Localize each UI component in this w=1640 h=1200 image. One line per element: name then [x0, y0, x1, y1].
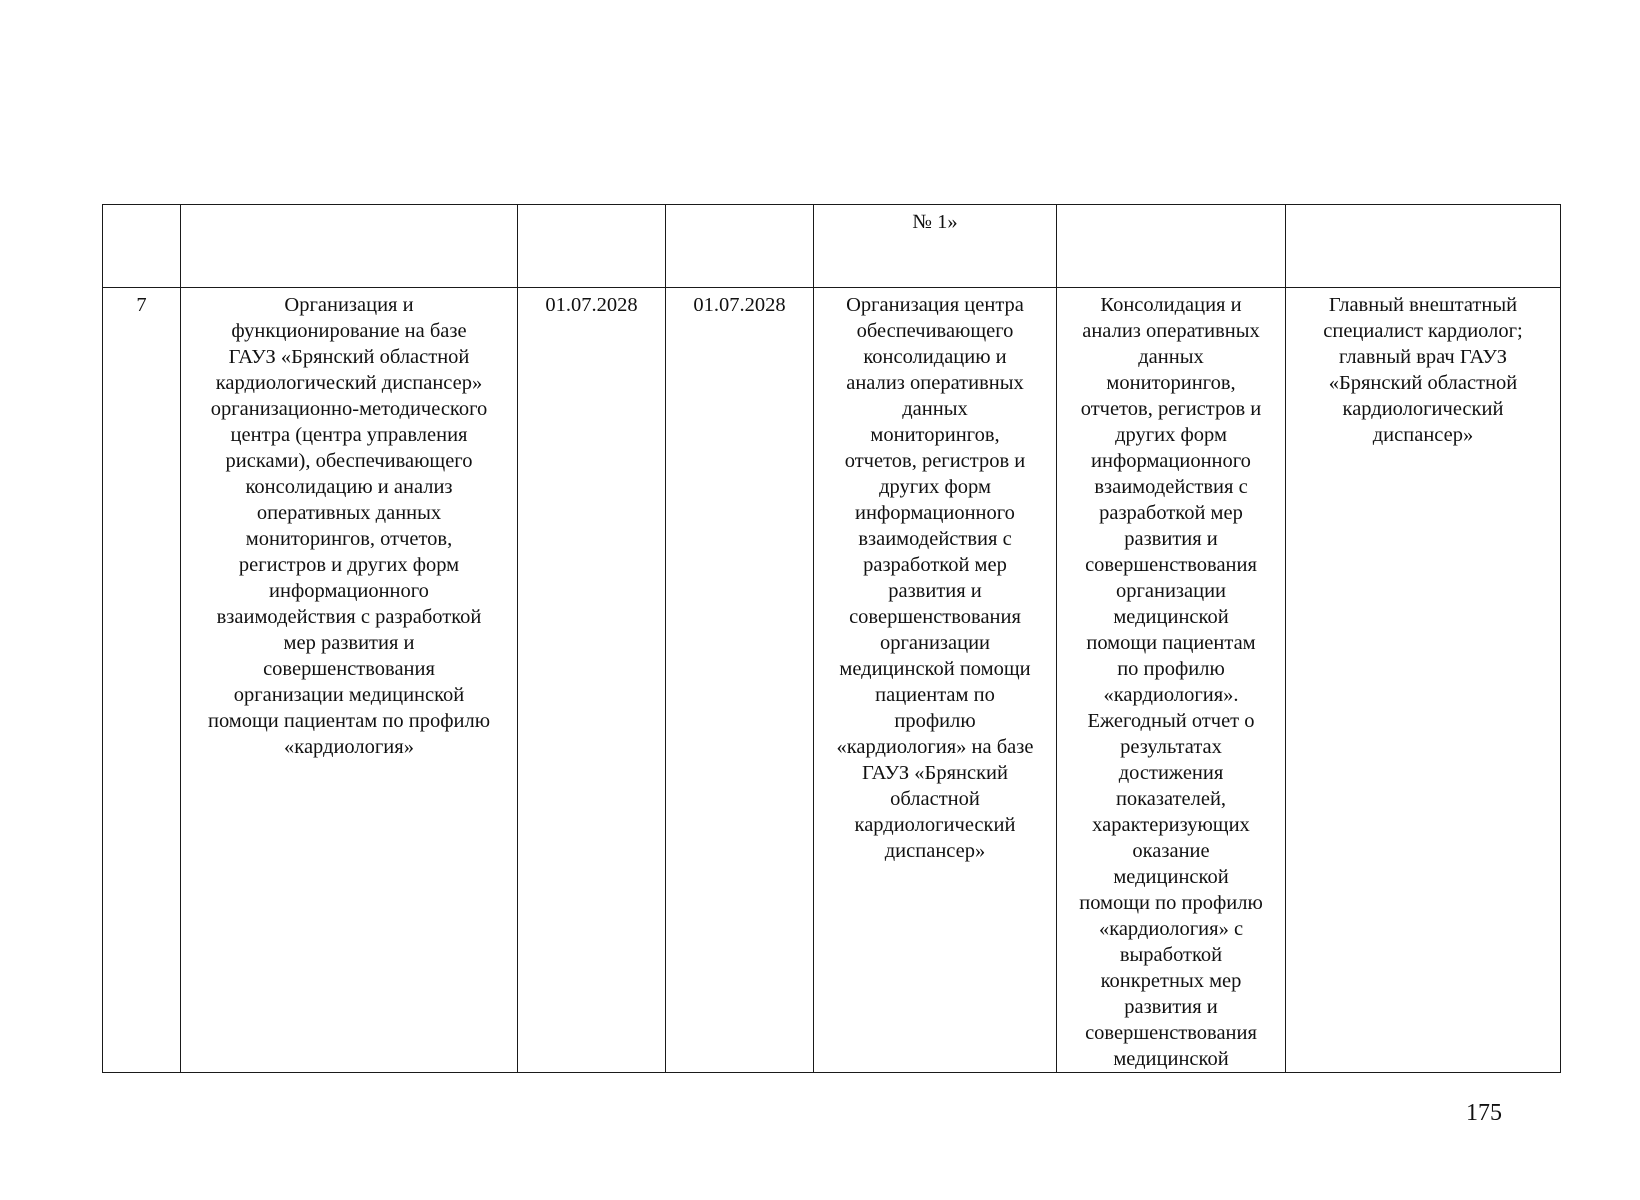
cell-event-name: Организация и функционирование на базе ГАУЗ «Брянский областной кардиологический диспансер» организационно-методического центра (центра управления рисками), обеспечивающего консолидацию и анализ оперативных данных мониторингов, отчетов, регистров и других форм информационного взаимодействия с разработкой мер развития и совершенствования организации медицинской помощи пациентам по профилю «кардиология» — [181, 288, 518, 1073]
page-number: 175 — [1466, 1100, 1502, 1126]
cell-number: 7 — [103, 288, 181, 1073]
table-row-continuation — [103, 205, 1561, 288]
cell-end-date — [666, 205, 814, 288]
cell-start-date: 01.07.2028 — [518, 288, 666, 1073]
cell-responsible: Главный внештатный специалист кардиолог; главный врач ГАУЗ «Брянский областной кардиологический диспансер» — [1286, 288, 1561, 1073]
table-row-7 — [103, 288, 1561, 1073]
cell-responsible — [1286, 205, 1561, 288]
cell-start-date — [518, 205, 666, 288]
plan-table — [102, 204, 1561, 1073]
cell-result: № 1» — [814, 205, 1057, 288]
cell-control-indicator — [1057, 205, 1286, 288]
cell-control-indicator: Консолидация и анализ оперативных данных мониторингов, отчетов, регистров и других форм информационного взаимодействия с разработкой мер развития и совершенствования организации медицинской помощи пациентам по профилю «кардиология». Ежегодный отчет о результатах достижения показателей, характеризующих оказание медицинской помощи по профилю «кардиология» с выработкой конкретных мер развития и совершенствования медицинской — [1057, 288, 1286, 1073]
cell-result: Организация центра обеспечивающего консолидацию и анализ оперативных данных мониторингов, отчетов, регистров и других форм информационного взаимодействия с разработкой мер развития и совершенствования организации медицинской помощи пациентам по профилю «кардиология» на базе ГАУЗ «Брянский областной кардиологический диспансер» — [814, 288, 1057, 1073]
cell-end-date: 01.07.2028 — [666, 288, 814, 1073]
cell-event-name — [181, 205, 518, 288]
cell-number — [103, 205, 181, 288]
